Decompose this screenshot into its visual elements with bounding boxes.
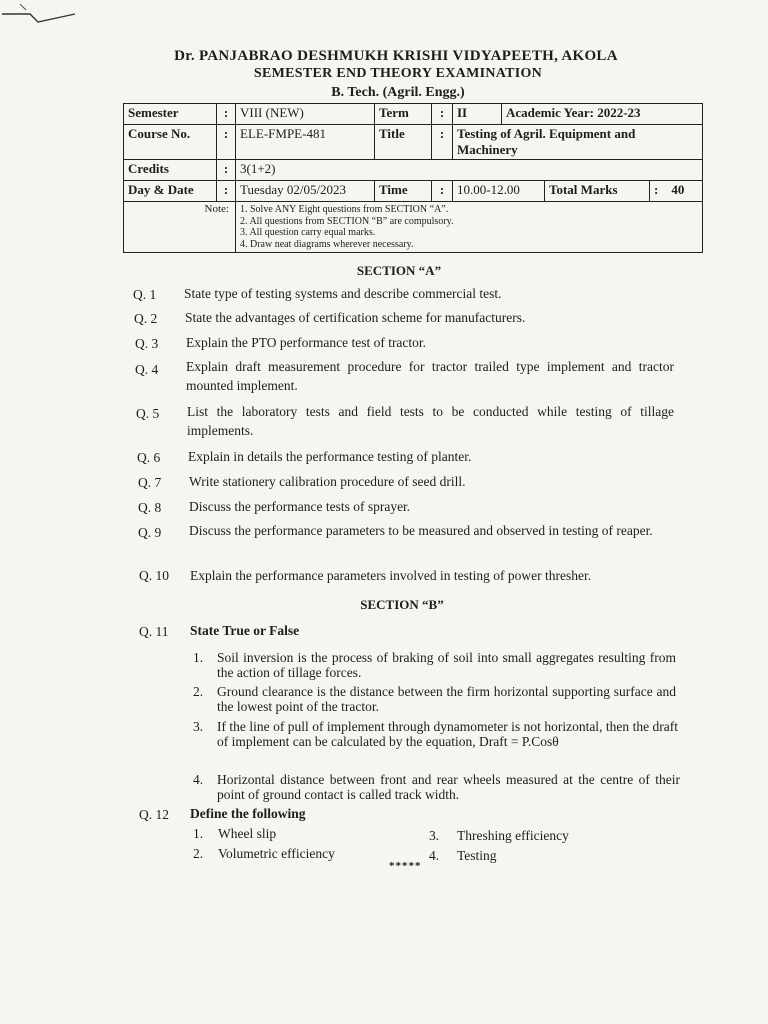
question-text: State type of testing systems and describe commercial test. xyxy=(184,286,502,301)
time-value: 10.00-12.00 xyxy=(453,181,545,202)
item-number: 3. xyxy=(429,828,440,843)
day-label: Day & Date xyxy=(124,181,217,202)
course-value: ELE-FMPE-481 xyxy=(236,125,375,160)
true-false-statement: Ground clearance is the distance between the firm horizontal supporting surface and the lowest point of the tractor. xyxy=(217,684,676,714)
credits-value: 3(1+2) xyxy=(236,160,703,181)
note-item: 3. All question carry equal marks. xyxy=(240,227,376,238)
title-label: Title xyxy=(375,125,432,160)
section-a-title: SECTION “A” xyxy=(356,263,442,278)
marks-label: Total Marks xyxy=(545,181,650,202)
colon: : xyxy=(217,104,236,125)
section-b-title: SECTION “B” xyxy=(360,597,444,612)
item-number: 1. xyxy=(193,826,204,841)
define-term: Wheel slip xyxy=(218,826,277,841)
note-item: 4. Draw neat diagrams wherever necessary. xyxy=(240,238,414,250)
question-text: Explain draft measurement procedure for tractor trailed type implement and tractor mounted implement. xyxy=(186,359,674,393)
item-number: 3. xyxy=(193,719,204,734)
credits-label: Credits xyxy=(124,160,217,181)
q12-heading: Define the following xyxy=(190,806,306,821)
question-text: State the advantages of certification scheme for manufacturers. xyxy=(185,310,526,325)
question-text: Explain the performance parameters involved in testing of power thresher. xyxy=(190,568,592,583)
pen-mark xyxy=(0,0,110,30)
question-number: Q. 11 xyxy=(139,624,169,639)
term-label: Term xyxy=(375,104,432,125)
q11-heading: State True or False xyxy=(190,623,300,638)
item-number: 4. xyxy=(429,848,440,863)
question-number: Q. 1 xyxy=(133,287,157,302)
true-false-statement: Soil inversion is the process of braking of soil into small aggregates resulting from the action of tillage forces. xyxy=(217,650,676,680)
define-term: Volumetric efficiency xyxy=(218,846,335,861)
true-false-statement: Horizontal distance between front and rear wheels measured at the centre of their point of ground contact is called track width. xyxy=(217,772,680,802)
colon: : xyxy=(432,104,453,125)
question-number: Q. 4 xyxy=(135,362,159,377)
question-text: Explain in details the performance testing of planter. xyxy=(188,449,472,464)
marks-value: 40 xyxy=(671,182,685,197)
note-item: 1. Solve ANY Eight questions from SECTION “A”. xyxy=(240,204,449,215)
term-value: II xyxy=(453,104,502,125)
end-of-paper-mark: ***** xyxy=(389,860,422,872)
academic-year: Academic Year: 2022-23 xyxy=(502,104,703,125)
note-label: Note: xyxy=(124,202,236,253)
question-number: Q. 2 xyxy=(134,311,158,326)
time-label: Time xyxy=(375,181,432,202)
colon: : xyxy=(217,160,236,181)
question-text: Explain the PTO performance test of tractor. xyxy=(186,335,427,350)
item-number: 4. xyxy=(193,772,204,787)
define-term: Threshing efficiency xyxy=(457,828,569,843)
marks-value-cell xyxy=(650,181,703,202)
question-number: Q. 8 xyxy=(138,500,162,515)
question-text: Write stationery calibration procedure of seed drill. xyxy=(189,474,466,489)
colon: : xyxy=(217,181,236,202)
true-false-statement: If the line of pull of implement through dynamometer is not horizontal, then the draft of implement can be calculated by the equation, Draft = P.Cosθ xyxy=(217,719,678,749)
note-item: 2. All questions from SECTION “B” are compulsory. xyxy=(240,215,454,227)
question-number: Q. 9 xyxy=(138,525,162,540)
title-value: Testing of Agril. Equipment and Machinery xyxy=(453,125,703,160)
semester-label: Semester xyxy=(124,104,217,125)
item-number: 1. xyxy=(193,650,204,665)
colon: : xyxy=(432,181,453,202)
question-number: Q. 7 xyxy=(138,475,162,490)
question-text: Discuss the performance parameters to be measured and observed in testing of reaper. xyxy=(189,523,653,538)
semester-value: VIII (NEW) xyxy=(236,104,375,125)
question-number: Q. 12 xyxy=(139,807,169,822)
colon: : xyxy=(217,125,236,160)
question-text: List the laboratory tests and field tests to be conducted while testing of tillage implements. xyxy=(187,404,674,438)
degree-name: B. Tech. (Agril. Engg.) xyxy=(331,85,465,100)
question-text: Discuss the performance tests of sprayer. xyxy=(189,499,411,514)
exam-title: SEMESTER END THEORY EXAMINATION xyxy=(253,66,543,81)
question-number: Q. 5 xyxy=(136,406,160,421)
colon: : xyxy=(432,125,453,160)
course-label: Course No. xyxy=(124,125,217,160)
define-term: Testing xyxy=(457,848,497,863)
question-number: Q. 10 xyxy=(139,568,169,583)
exam-info-table xyxy=(123,103,703,253)
item-number: 2. xyxy=(193,846,204,861)
day-value: Tuesday 02/05/2023 xyxy=(236,181,375,202)
notes xyxy=(236,202,703,253)
question-number: Q. 6 xyxy=(137,450,161,465)
question-number: Q. 3 xyxy=(135,336,159,351)
colon: : xyxy=(654,182,659,197)
university-name: Dr. PANJABRAO DESHMUKH KRISHI VIDYAPEETH, AKOLA xyxy=(174,48,618,64)
item-number: 2. xyxy=(193,684,204,699)
